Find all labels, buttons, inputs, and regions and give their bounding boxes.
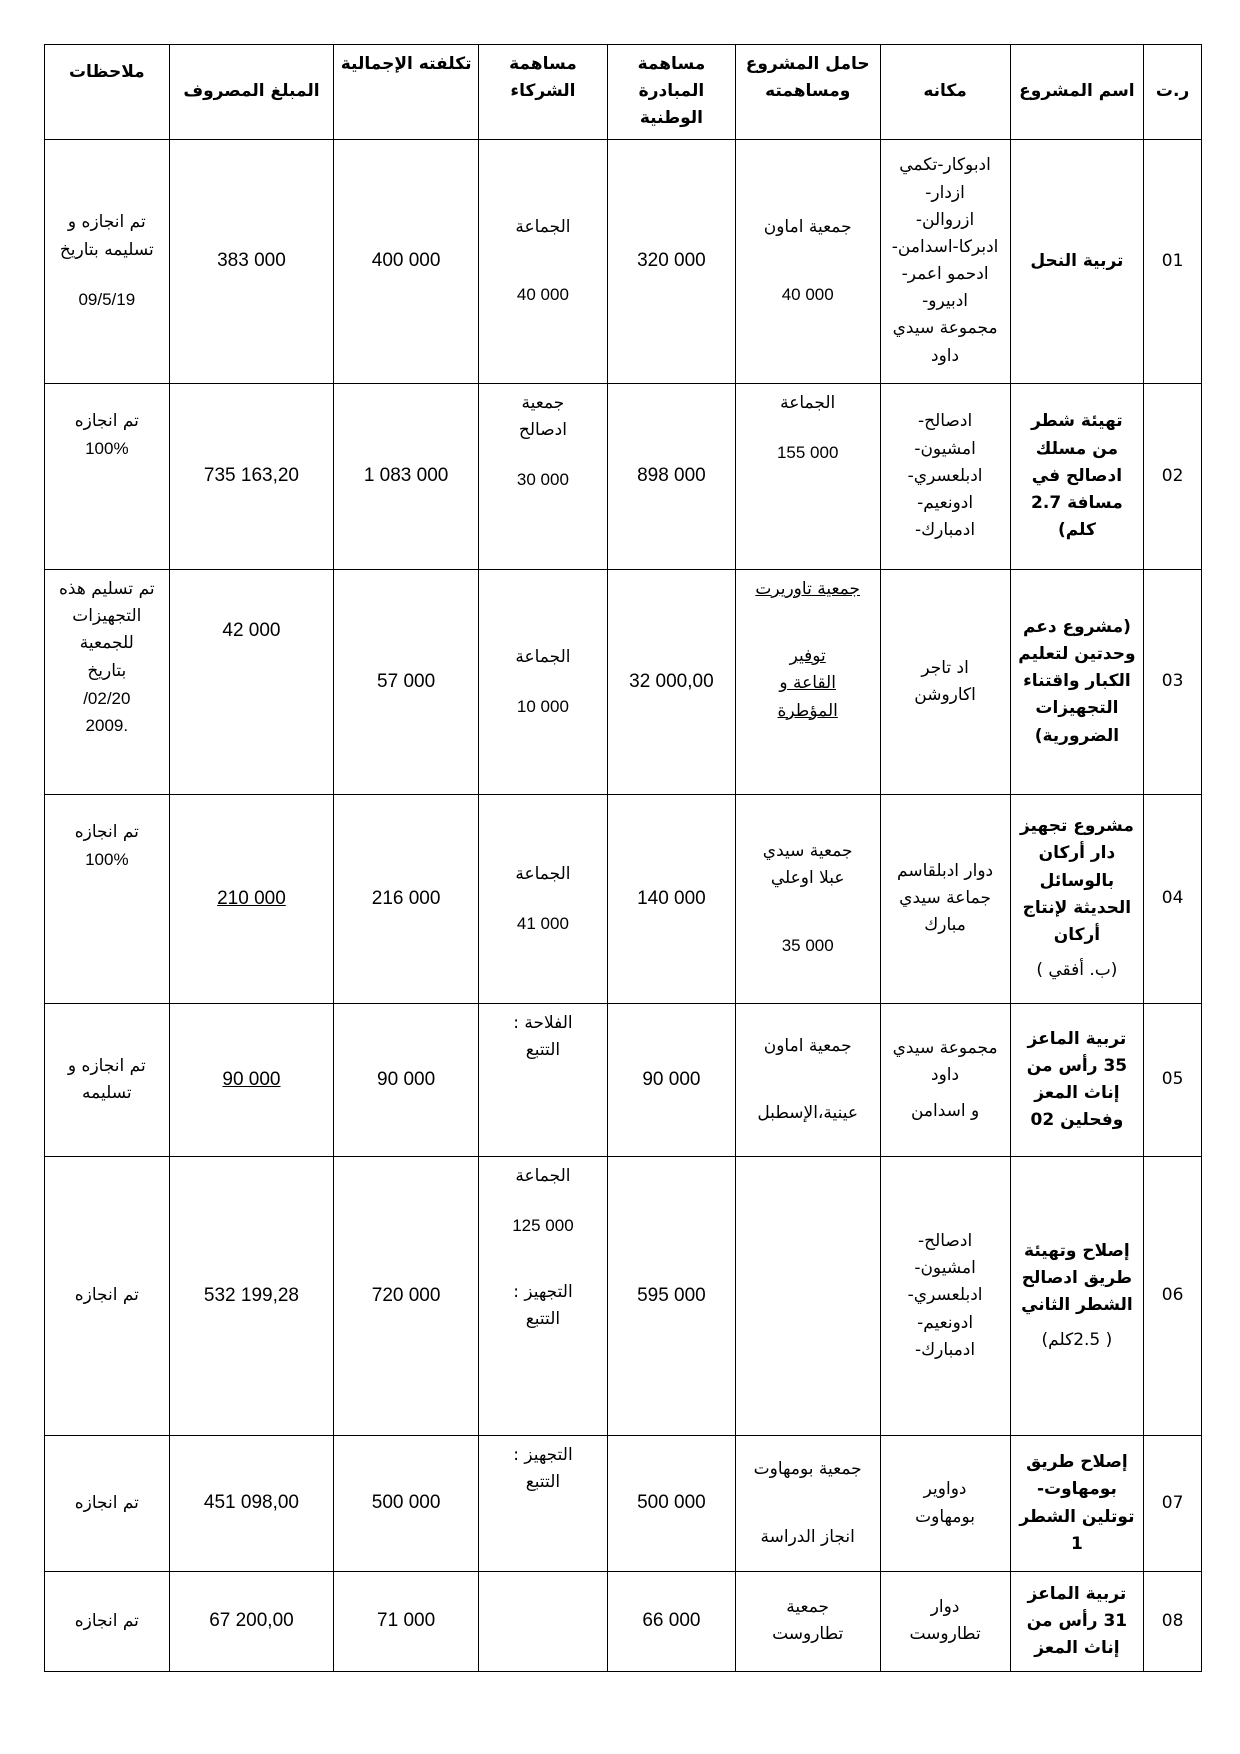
cell-total: 720 000 — [334, 1156, 479, 1436]
cell-location — [880, 139, 1010, 383]
cell-notes — [45, 1571, 170, 1671]
cell-indh: 90 000 — [607, 1004, 735, 1156]
notes-line: /02/20 — [83, 688, 131, 708]
notes-line: تم انجازه — [74, 410, 139, 431]
location-line: ازروالن- — [915, 209, 975, 230]
cell-spent: 210 000 — [169, 794, 334, 1004]
table-row — [45, 1571, 1202, 1671]
location-line: اكاروشن — [914, 684, 976, 705]
cell-total: 71 000 — [334, 1571, 479, 1671]
location-line: ادبركا-اسدامن- — [891, 236, 999, 257]
location-line: جماعة سيدي — [899, 888, 991, 909]
holder-line: انجاز الدراسة — [760, 1526, 855, 1547]
cell-total: 500 000 — [334, 1436, 479, 1572]
location-line: ادونعيم- — [917, 1312, 974, 1333]
notes-line: بتاريخ — [87, 660, 127, 681]
cell-holder — [735, 794, 880, 1004]
cell-rank: 05 — [1144, 1004, 1202, 1156]
location-line: تطاروست — [909, 1624, 981, 1645]
header-notes: ملاحظات — [45, 45, 170, 140]
cell-name: تربية الماعز 35 رأس من إناث المعز وفحلين 02 — [1010, 1004, 1144, 1156]
location-line: ادمبارك- — [915, 1339, 976, 1360]
cell-notes — [45, 570, 170, 795]
location-line: بومهاوت — [915, 1506, 975, 1527]
holder-line: جمعية اماون — [763, 1035, 852, 1056]
partners-line: 41 000 — [516, 913, 569, 933]
notes-line: 100% — [85, 849, 129, 869]
partners-line: الفلاحة : — [513, 1013, 573, 1034]
table-row — [45, 570, 1202, 795]
partners-line: 40 000 — [516, 285, 569, 305]
location-line: داود — [931, 1065, 960, 1086]
holder-line: القاعة و — [779, 673, 836, 694]
cell-name: تهيئة شطر من مسلك ادصالح في مسافة 2.7 كلم) — [1010, 383, 1144, 569]
cell-spent: 42 000 — [169, 570, 334, 795]
notes-line: 2009. — [85, 715, 129, 735]
location-line: داود — [931, 345, 960, 366]
location-line: ادبوكار-تكمي — [899, 155, 991, 176]
cell-name: تربية الماعز 31 رأس من إناث المعز — [1010, 1571, 1144, 1671]
table-row — [45, 1436, 1202, 1572]
holder-line: عبلا اوعلي — [770, 868, 845, 889]
partners-line: 125 000 — [512, 1215, 574, 1235]
cell-indh: 898 000 — [607, 383, 735, 569]
partners-line: 30 000 — [516, 470, 569, 490]
cell-holder — [735, 1436, 880, 1572]
cell-rank: 07 — [1144, 1436, 1202, 1572]
partners-line: التتبع — [525, 1472, 561, 1493]
name-line: مشروع تجهيز دار أركان بالوسائل الحديثة لإنتاج أركان — [1019, 816, 1134, 946]
partners-line: الجماعة — [515, 863, 571, 884]
cell-total: 1 083 000 — [334, 383, 479, 569]
cell-name — [1010, 1156, 1144, 1436]
cell-rank: 08 — [1144, 1571, 1202, 1671]
location-line: ادبلعسري- — [907, 1285, 983, 1306]
location-line: مبارك — [924, 915, 966, 936]
cell-holder — [735, 1004, 880, 1156]
header-row — [45, 45, 1202, 140]
cell-notes — [45, 1004, 170, 1156]
cell-holder — [735, 139, 880, 383]
cell-partners — [478, 1436, 607, 1572]
location-line: ادصالح- — [917, 1231, 973, 1251]
cell-notes — [45, 1436, 170, 1572]
cell-spent: 451 098,00 — [169, 1436, 334, 1572]
name-extra: ( 2.5كلم) — [1041, 1330, 1113, 1351]
cell-total: 90 000 — [334, 1004, 479, 1156]
partners-line: ادصالح — [518, 419, 567, 440]
cell-location — [880, 1436, 1010, 1572]
partners-line: التتبع — [525, 1309, 561, 1330]
cell-partners — [478, 139, 607, 383]
partners-line: الجماعة — [515, 216, 571, 237]
holder-line: توفير — [789, 646, 826, 667]
notes-line: تم تسليم هذه — [59, 579, 155, 600]
header-holder: حامل المشروع ومساهمته — [735, 45, 880, 140]
cell-partners — [478, 570, 607, 795]
cell-notes — [45, 383, 170, 569]
notes-line: تسليمه — [82, 1082, 132, 1103]
holder-line: تطاروست — [772, 1624, 844, 1645]
location-line: امشيون- — [914, 1258, 976, 1279]
cell-name: إصلاح طريق بومهاوت- توتلين الشطر 1 — [1010, 1436, 1144, 1572]
location-line: ادبلعسري- — [907, 465, 983, 486]
table-row — [45, 139, 1202, 383]
holder-line: جمعية اماون — [763, 216, 852, 237]
location-line: ادصالح- — [917, 411, 973, 432]
cell-spent: 67 200,00 — [169, 1571, 334, 1671]
notes-line: 09/5/19 — [78, 289, 136, 309]
cell-location — [880, 1156, 1010, 1436]
name-extra: (ب. أفقي ) — [1036, 960, 1118, 981]
holder-line: 155 000 — [776, 442, 839, 462]
cell-name: (مشروع دعم وحدتين لتعليم الكبار واقتناء التجهيزات الضرورية) — [1010, 570, 1144, 795]
table-row — [45, 383, 1202, 569]
cell-total: 57 000 — [334, 570, 479, 795]
cell-rank: 04 — [1144, 794, 1202, 1004]
partners-line: جمعية — [521, 392, 565, 413]
holder-line: جمعية تاوريرت — [755, 579, 860, 600]
notes-line: تم انجازه — [74, 1610, 139, 1631]
holder-line: عينية،الإسطبل — [757, 1102, 859, 1123]
header-rank: ر.ت — [1144, 45, 1202, 140]
cell-holder — [735, 1156, 880, 1436]
partners-line: التجهيز : — [513, 1445, 573, 1466]
cell-rank: 02 — [1144, 383, 1202, 569]
location-line: دواوير — [923, 1479, 967, 1500]
header-indh: مساهمة المبادرة الوطنية — [607, 45, 735, 140]
cell-indh: 32 000,00 — [607, 570, 735, 795]
cell-indh: 320 000 — [607, 139, 735, 383]
cell-name — [1010, 794, 1144, 1004]
cell-holder — [735, 1571, 880, 1671]
partners-line: الجماعة — [515, 1165, 571, 1186]
location-line: اد تاجر — [921, 657, 969, 678]
cell-total: 216 000 — [334, 794, 479, 1004]
header-name: اسم المشروع — [1010, 45, 1144, 140]
location-line: ادحمو اعمر- — [901, 264, 989, 285]
location-line: دوار ادبلقاسم — [897, 861, 994, 882]
cell-location — [880, 1004, 1010, 1156]
table-row — [45, 794, 1202, 1004]
cell-name: تربية النحل — [1010, 139, 1144, 383]
location-line: ادبيرو- — [922, 291, 969, 312]
notes-line: التجهيزات — [72, 606, 142, 627]
name-line: إصلاح وتهيئة طريق ادصالح الشطر الثاني — [1021, 1240, 1133, 1315]
partners-line: 10 000 — [516, 696, 569, 716]
partners-line: الجماعة — [515, 646, 571, 667]
cell-partners — [478, 383, 607, 569]
holder-line: 40 000 — [781, 285, 834, 305]
cell-notes — [45, 1156, 170, 1436]
holder-line: الجماعة — [780, 392, 836, 413]
cell-location — [880, 383, 1010, 569]
cell-location — [880, 570, 1010, 795]
notes-line: تم انجازه و — [67, 1055, 146, 1076]
location-line: مجموعة سيدي — [892, 318, 998, 339]
cell-partners — [478, 1156, 607, 1436]
holder-line: جمعية سيدي — [762, 841, 853, 862]
location-line: مجموعة سيدي — [892, 1038, 998, 1059]
table-row — [45, 1156, 1202, 1436]
cell-location — [880, 794, 1010, 1004]
location-line: ازدار- — [925, 182, 965, 203]
notes-line: تسليمه بتاريخ — [59, 239, 154, 260]
notes-line: تم انجازه — [74, 1492, 139, 1513]
cell-spent: 532 199,28 — [169, 1156, 334, 1436]
location-line: دوار — [930, 1597, 960, 1618]
cell-indh: 595 000 — [607, 1156, 735, 1436]
partners-line: التجهيز : — [513, 1282, 573, 1303]
cell-partners — [478, 794, 607, 1004]
holder-line: جمعية — [786, 1597, 830, 1618]
cell-indh: 140 000 — [607, 794, 735, 1004]
holder-line: 35 000 — [781, 936, 834, 956]
notes-line: 100% — [85, 438, 129, 458]
notes-line: للجمعية — [79, 633, 134, 654]
projects-table — [44, 44, 1202, 1672]
cell-rank: 01 — [1144, 139, 1202, 383]
location-line: امشيون- — [914, 438, 976, 459]
partners-line: التتبع — [525, 1040, 561, 1061]
cell-holder — [735, 570, 880, 795]
header-partners: مساهمة الشركاء — [478, 45, 607, 140]
notes-line: تم انجازه و — [67, 212, 146, 233]
holder-line: المؤطرة — [777, 700, 838, 721]
header-location: مكانه — [880, 45, 1010, 140]
holder-line: جمعية بومهاوت — [753, 1459, 862, 1480]
cell-partners — [478, 1004, 607, 1156]
table-row — [45, 1004, 1202, 1156]
notes-line: تم انجازه — [74, 1285, 139, 1306]
cell-notes — [45, 794, 170, 1004]
location-line: و اسدامن — [910, 1100, 980, 1121]
location-line: ادمبارك- — [915, 520, 976, 541]
cell-rank: 03 — [1144, 570, 1202, 795]
cell-total: 400 000 — [334, 139, 479, 383]
cell-spent: 90 000 — [169, 1004, 334, 1156]
cell-holder — [735, 383, 880, 569]
cell-location — [880, 1571, 1010, 1671]
cell-spent: 383 000 — [169, 139, 334, 383]
location-line: ادونعيم- — [917, 492, 974, 513]
cell-indh: 66 000 — [607, 1571, 735, 1671]
notes-line: تم انجازه — [74, 821, 139, 842]
cell-spent: 735 163,20 — [169, 383, 334, 569]
header-spent: المبلغ المصروف — [169, 45, 334, 140]
cell-rank: 06 — [1144, 1156, 1202, 1436]
cell-partners — [478, 1571, 607, 1671]
header-total: تكلفته الإجمالية — [334, 45, 479, 140]
cell-indh: 500 000 — [607, 1436, 735, 1572]
cell-notes — [45, 139, 170, 383]
